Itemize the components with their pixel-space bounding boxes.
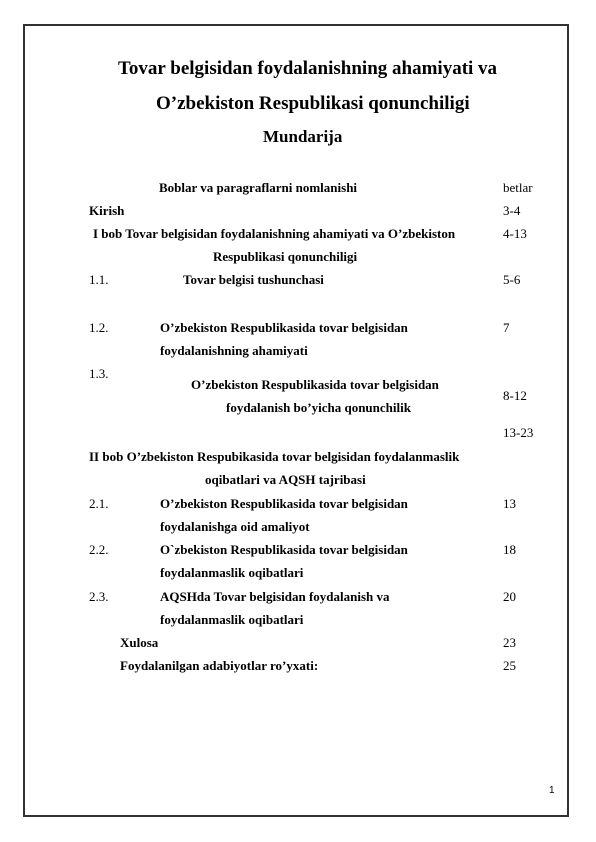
toc-entry-2-2-line1: O`zbekiston Respublikasida tovar belgisidan — [160, 542, 408, 557]
toc-heading: Mundarija — [263, 127, 343, 146]
toc-entry-1-3-line1: O’zbekiston Respublikasida tovar belgisidan — [191, 377, 439, 392]
toc-page-2-1: 13 — [503, 496, 516, 511]
column-header-sections: Boblar va paragraflarni nomlanishi — [159, 180, 358, 195]
toc-num-2-1: 2.1. — [89, 496, 109, 511]
toc-entry-bob1-line1: I bob Tovar belgisidan foydalanishning ahamiyati va O’zbekiston — [93, 226, 456, 241]
toc-page-1-1: 5-6 — [503, 272, 521, 287]
toc-num-1-1: 1.1. — [89, 272, 109, 287]
toc-entry-kirish: Kirish — [89, 203, 125, 218]
toc-entry-bob2-line2: oqibatlari va AQSH tajribasi — [205, 472, 366, 487]
toc-entry-1-3-line2: foydalanish bo’yicha qonunchilik — [226, 400, 411, 415]
toc-page-1-2: 7 — [503, 320, 510, 335]
toc-page-2-3: 20 — [503, 589, 516, 604]
toc-entry-bob2-line1: II bob O’zbekiston Respubikasida tovar belgisidan foydalanmaslik — [89, 449, 460, 464]
toc-entry-1-2-line1: O’zbekiston Respublikasida tovar belgisidan — [160, 320, 408, 335]
toc-page-xulosa: 23 — [503, 635, 516, 650]
toc-num-2-2: 2.2. — [89, 542, 109, 557]
toc-entry-1-1: Tovar belgisi tushunchasi — [183, 272, 324, 287]
page-number: 1 — [549, 785, 555, 796]
toc-entry-bob1-line2: Respublikasi qonunchiligi — [213, 249, 358, 264]
toc-num-1-2: 1.2. — [89, 320, 109, 335]
title-line-1: Tovar belgisidan foydalanishning ahamiyati va — [118, 58, 498, 79]
toc-entry-2-2-line2: foydalanmaslik oqibatlari — [160, 565, 304, 580]
toc-entry-2-1-line1: O’zbekiston Respublikasida tovar belgisidan — [160, 496, 408, 511]
toc-page-bob2: 13-23 — [503, 425, 534, 440]
toc-entry-2-3-line2: foydalanmaslik oqibatlari — [160, 612, 304, 627]
toc-page-kirish: 3-4 — [503, 203, 521, 218]
title-line-2: O’zbekiston Respublikasi qonunchiligi — [156, 93, 470, 114]
toc-page-2-2: 18 — [503, 542, 516, 557]
toc-entry-xulosa: Xulosa — [120, 635, 159, 650]
toc-page-bob1: 4-13 — [503, 226, 527, 241]
toc-page-1-3: 8-12 — [503, 388, 527, 403]
toc-entry-1-2-line2: foydalanishning ahamiyati — [160, 343, 308, 358]
toc-entry-2-1-line2: foydalanishga oid amaliyot — [160, 519, 310, 534]
toc-num-2-3: 2.3. — [89, 589, 109, 604]
toc-page-adabiyotlar: 25 — [503, 658, 516, 673]
column-header-pages: betlar — [503, 180, 533, 195]
toc-num-1-3: 1.3. — [89, 366, 109, 381]
toc-entry-2-3-line1: AQSHda Tovar belgisidan foydalanish va — [160, 589, 390, 604]
toc-entry-adabiyotlar: Foydalanilgan adabiyotlar ro’yxati: — [120, 658, 319, 673]
